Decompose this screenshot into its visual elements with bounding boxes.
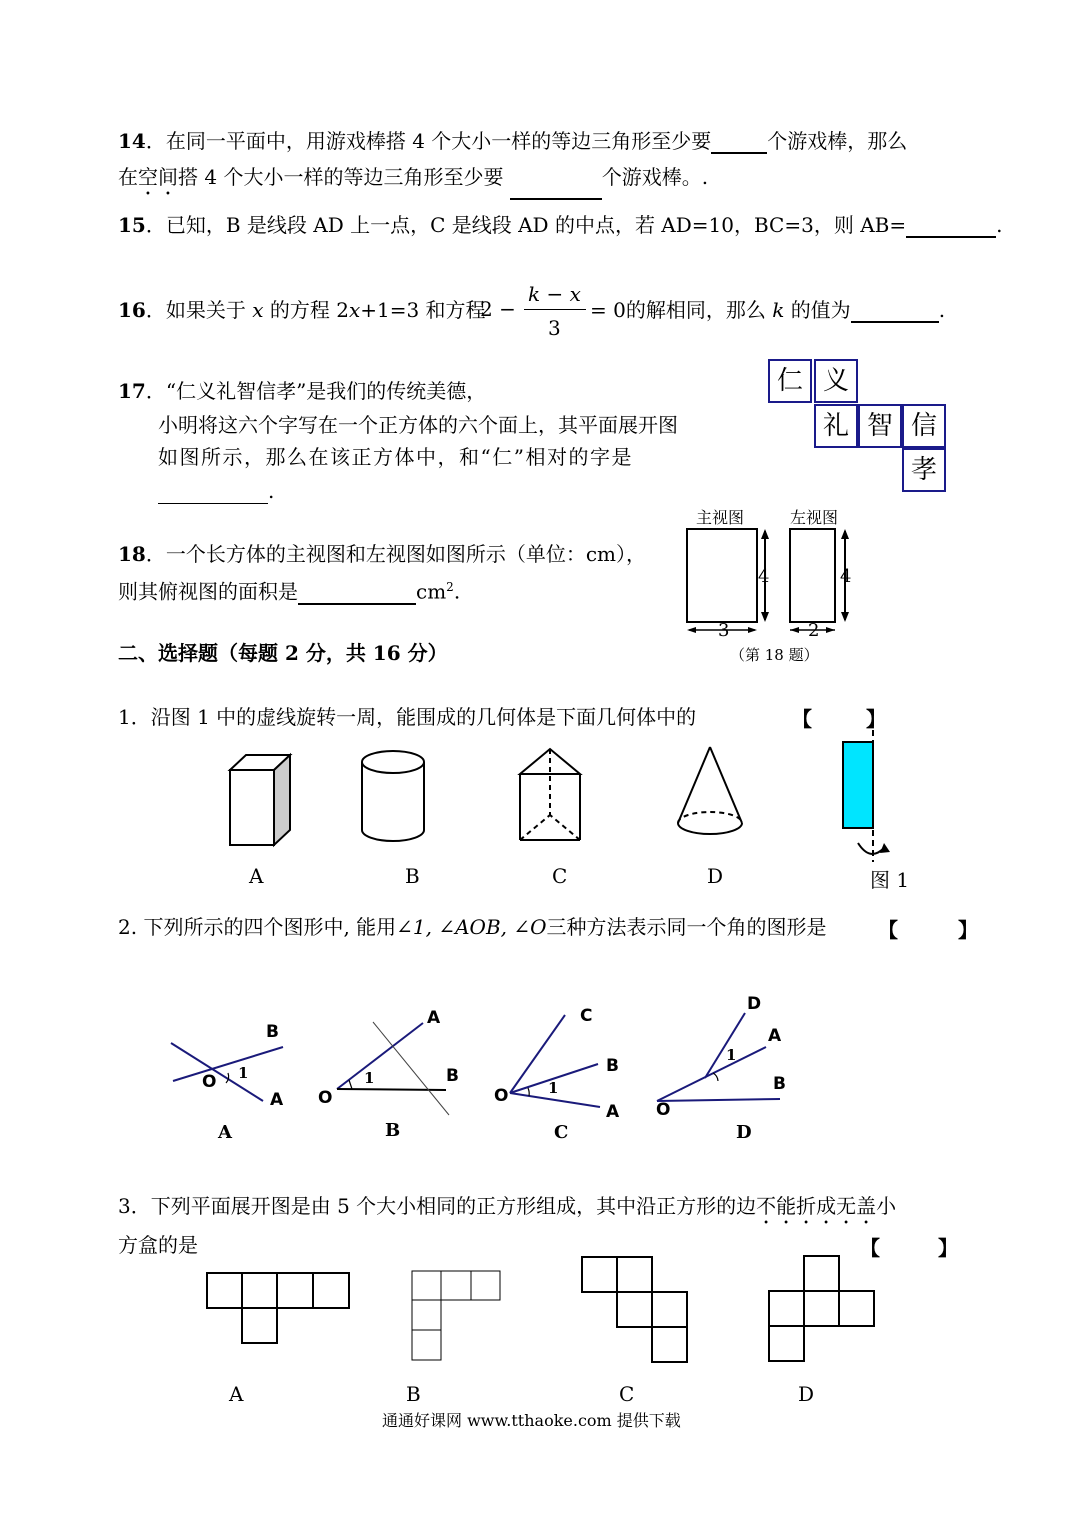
q16-text-e: 的值为 xyxy=(790,298,851,322)
c1-label-d: D xyxy=(707,864,724,888)
q17-line3: 如图所示，那么在该正方体中，和“仁”相对的字是 xyxy=(158,445,633,469)
c3-bracket-right[interactable]: 】 xyxy=(938,1236,958,1260)
q16-end: . xyxy=(938,298,946,322)
c2-label-b: B xyxy=(385,1120,401,1141)
c2a-point-a: A xyxy=(270,1090,284,1110)
footer-text: 通通好课网 www.tthaoke.com 提供下载 xyxy=(382,1411,681,1430)
q16-text-a: ．如果关于 xyxy=(145,298,246,322)
q16-text-b: 的方程 2 xyxy=(269,298,349,322)
q17-end: . xyxy=(268,479,275,503)
c3-label-c: C xyxy=(619,1382,635,1406)
q15-number: 15 xyxy=(118,213,146,237)
c2d-point-a: A xyxy=(768,1026,782,1046)
c2a-angle-1: 1 xyxy=(238,1064,249,1082)
c2d-point-d: D xyxy=(747,994,762,1014)
net-cell-li: 礼 xyxy=(814,404,858,448)
c2d-point-b: B xyxy=(773,1074,786,1094)
q17-line2: 小明将这六个字写在一个正方体的六个面上，其平面展开图 xyxy=(158,413,678,437)
c2-bracket-right[interactable]: 】 xyxy=(958,918,978,942)
c2c-angle-1: 1 xyxy=(548,1079,559,1097)
c2-bracket-left[interactable]: 【 xyxy=(878,918,898,942)
q18-end: . xyxy=(453,579,461,604)
q17-number: 17 xyxy=(118,379,146,403)
q18-text-2: 则其俯视图的面积是 xyxy=(118,579,298,604)
front-width-label: 3 xyxy=(718,620,730,641)
c2-text-b: 三种方法表示同一个角的图形是 xyxy=(546,915,827,939)
q15-end: . xyxy=(996,213,1003,237)
c3-label-a: A xyxy=(229,1382,244,1406)
q16-eq: = 0 xyxy=(590,298,626,322)
net-cell-yi: 义 xyxy=(814,359,858,403)
c2b-point-a: A xyxy=(427,1008,441,1028)
q14-text-c: 在 xyxy=(118,165,138,189)
q16-var-x2: x xyxy=(348,298,361,322)
q18-sup: 2 xyxy=(446,580,454,594)
c2a-point-b: B xyxy=(266,1022,279,1042)
c1-text: 1．沿图 1 中的虚线旋转一周，能围成的几何体是下面几何体中的 xyxy=(118,705,697,729)
left-view-title: 左视图 xyxy=(790,508,839,527)
c2d-angle-1: 1 xyxy=(726,1046,737,1064)
q16-two-minus: 2 − xyxy=(480,297,516,321)
c2-label-a: A xyxy=(218,1122,232,1143)
q16-text-c: +1=3 和方程 xyxy=(360,298,486,322)
q14-emphasis: 空间 xyxy=(138,165,178,189)
c2c-point-b: B xyxy=(606,1056,619,1076)
c1-fig-label: 图 1 xyxy=(870,868,910,892)
c2-text-a: 2. 下列所示的四个图形中, 能用 xyxy=(118,915,397,939)
c1-label-a: A xyxy=(249,864,264,888)
q14-text-e: 个游戏棒。. xyxy=(601,165,709,189)
c1-bracket-left[interactable]: 【 xyxy=(792,707,812,731)
front-view-title: 主视图 xyxy=(696,508,745,527)
q14-text-b: 个游戏棒，那么 xyxy=(767,129,908,153)
q16-number: 16 xyxy=(118,298,146,322)
q14-text-d: 搭 4 个大小一样的等边三角形至少要 xyxy=(178,165,504,189)
front-height-label: 4 xyxy=(758,566,770,587)
c3-text-a: 3．下列平面展开图是由 5 个大小相同的正方形组成，其中沿正方形的边 xyxy=(118,1194,757,1218)
q18-unit: cm xyxy=(416,579,447,604)
c2-label-d: D xyxy=(736,1122,752,1143)
net-cell-zhi: 智 xyxy=(858,404,902,448)
c1-label-b: B xyxy=(405,864,420,888)
q15-text: ．已知，B 是线段 AD 上一点，C 是线段 AD 的中点，若 AD=10，BC=3，则 AB= xyxy=(145,213,907,237)
c3-text-b: 小 xyxy=(876,1194,897,1218)
q16-text-d: 的解相同，那么 xyxy=(625,298,766,322)
c2a-point-o: O xyxy=(202,1072,217,1092)
net-cell-ren: 仁 xyxy=(768,359,812,403)
c3-label-b: B xyxy=(406,1382,421,1406)
c2c-point-c: C xyxy=(580,1006,593,1026)
q18-number: 18 xyxy=(118,542,146,566)
left-width-label: 2 xyxy=(808,620,820,641)
c2c-point-o: O xyxy=(494,1086,509,1106)
q14-number: 14 xyxy=(118,129,146,153)
net-cell-xin: 信 xyxy=(902,404,946,448)
c2-math: ∠1, ∠AOB, ∠O xyxy=(396,915,547,939)
c2c-point-a: A xyxy=(606,1102,620,1122)
q17-text-1: ．“仁义礼智信孝”是我们的传统美德， xyxy=(145,379,487,403)
left-height-label: 4 xyxy=(840,566,852,587)
c3-emphasis: 不能折成无盖 xyxy=(756,1194,877,1218)
c1-bracket-right[interactable]: 】 xyxy=(866,707,886,731)
c2b-angle-1: 1 xyxy=(364,1069,375,1087)
net-cell-xiao: 孝 xyxy=(902,448,946,492)
c2-label-c: C xyxy=(554,1122,569,1143)
q16-denominator: 3 xyxy=(548,316,561,340)
q16-var-k: k xyxy=(772,298,785,322)
c3-bracket-left[interactable]: 【 xyxy=(860,1236,880,1260)
q16-var-x: x xyxy=(252,298,264,322)
q18-caption: （第 18 题） xyxy=(730,646,819,664)
c2b-point-b: B xyxy=(446,1066,459,1086)
c3-label-d: D xyxy=(798,1382,815,1406)
section-2-title: 二、选择题（每题 2 分，共 16 分） xyxy=(118,641,448,665)
q16-numerator: k − x xyxy=(528,282,581,306)
c1-label-c: C xyxy=(552,864,568,888)
c2b-point-o: O xyxy=(318,1088,333,1108)
c3-line2: 方盒的是 xyxy=(118,1233,198,1257)
q14-text-a: ．在同一平面中，用游戏棒搭 4 个大小一样的等边三角形至少要 xyxy=(145,129,712,153)
c2d-point-o: O xyxy=(656,1100,671,1120)
q18-text-1: ．一个长方体的主视图和左视图如图所示（单位：cm）， xyxy=(145,542,647,566)
